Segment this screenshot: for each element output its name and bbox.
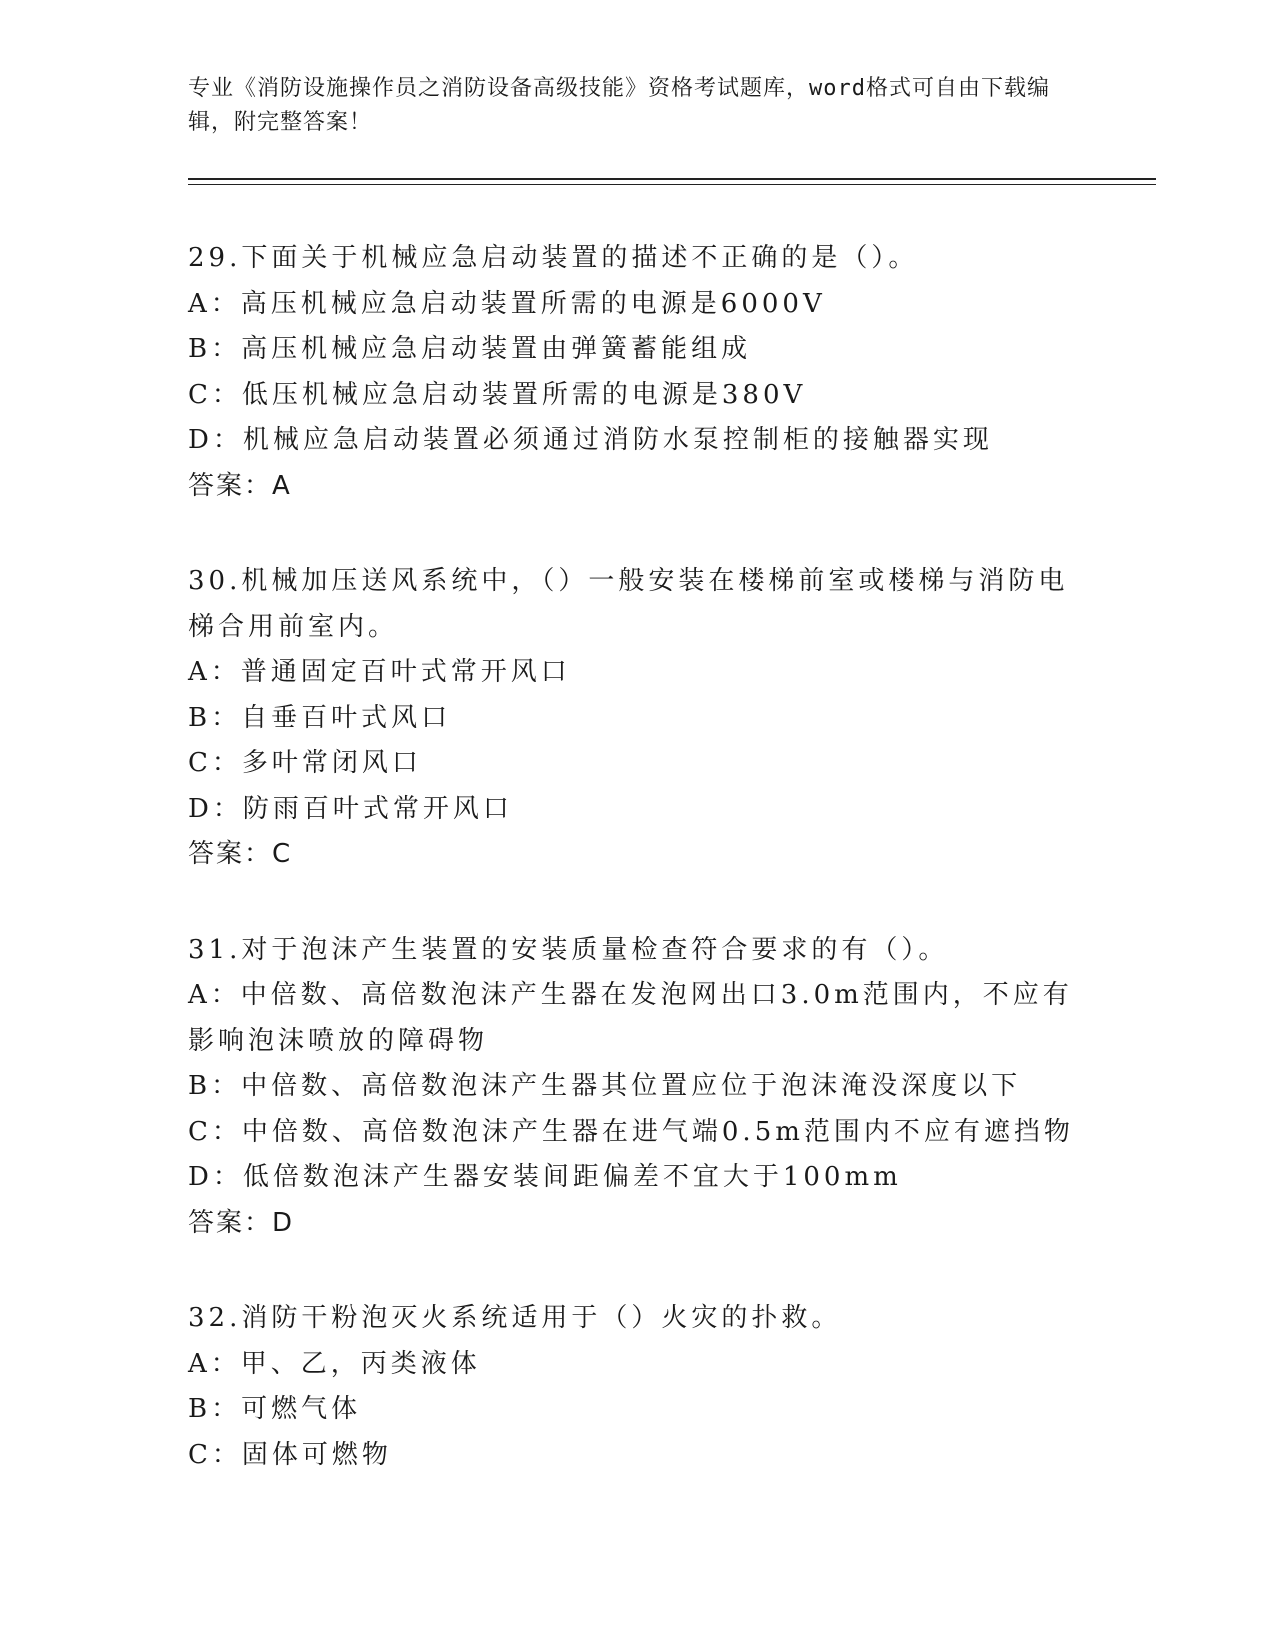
option-a: A：高压机械应急启动装置所需的电源是6000V <box>188 288 826 319</box>
option-b: B：中倍数、高倍数泡沫产生器其位置应位于泡沫淹没深度以下 <box>188 1071 1022 1101</box>
question-32 <box>188 1296 1088 1478</box>
option-c: C：固体可燃物 <box>188 1439 392 1470</box>
answer-line: 答案：A <box>188 470 292 501</box>
question-29 <box>188 236 1088 509</box>
question-stem: 32.消防干粉泡灭火系统适用于（）火灾的扑救。 <box>188 1303 842 1333</box>
option-d: D：低倍数泡沫产生器安装间距偏差不宜大于100mm <box>188 1162 902 1192</box>
answer-line: 答案：D <box>188 1207 295 1238</box>
option-a: A：中倍数、高倍数泡沫产生器在发泡网出口3.0m范围内，不应有影响泡沫喷放的障碍物 <box>188 980 1073 1056</box>
question-30 <box>188 559 1088 878</box>
question-stem: 30.机械加压送风系统中，（）一般安装在楼梯前室或楼梯与消防电梯合用前室内。 <box>188 566 1069 642</box>
question-list <box>188 236 1088 1528</box>
option-b: B：高压机械应急启动装置由弹簧蓄能组成 <box>188 334 752 364</box>
option-b: B：可燃气体 <box>188 1394 362 1424</box>
question-stem: 29.下面关于机械应急启动装置的描述不正确的是（）。 <box>188 243 919 273</box>
header-divider-thin <box>188 184 1156 185</box>
option-a: A：甲、乙，丙类液体 <box>188 1348 481 1379</box>
option-b: B：自垂百叶式风口 <box>188 702 452 733</box>
option-c: C：中倍数、高倍数泡沫产生器在进气端0.5m范围内不应有遮挡物 <box>188 1116 1074 1147</box>
question-stem: 31.对于泡沫产生装置的安装质量检查符合要求的有（）。 <box>188 934 949 965</box>
header-divider-thick <box>188 178 1156 180</box>
header-note: 专业《消防设施操作员之消防设备高级技能》资格考试题库，word格式可自由下载编辑，附完整答案！ <box>188 76 1050 135</box>
option-c: C：低压机械应急启动装置所需的电源是380V <box>188 379 807 410</box>
option-a: A：普通固定百叶式常开风口 <box>188 657 571 687</box>
answer-line: 答案：C <box>188 839 293 869</box>
question-31 <box>188 928 1088 1247</box>
option-d: D：防雨百叶式常开风口 <box>188 793 513 824</box>
option-c: C：多叶常闭风口 <box>188 748 422 778</box>
option-d: D：机械应急启动装置必须通过消防水泵控制柜的接触器实现 <box>188 425 993 455</box>
